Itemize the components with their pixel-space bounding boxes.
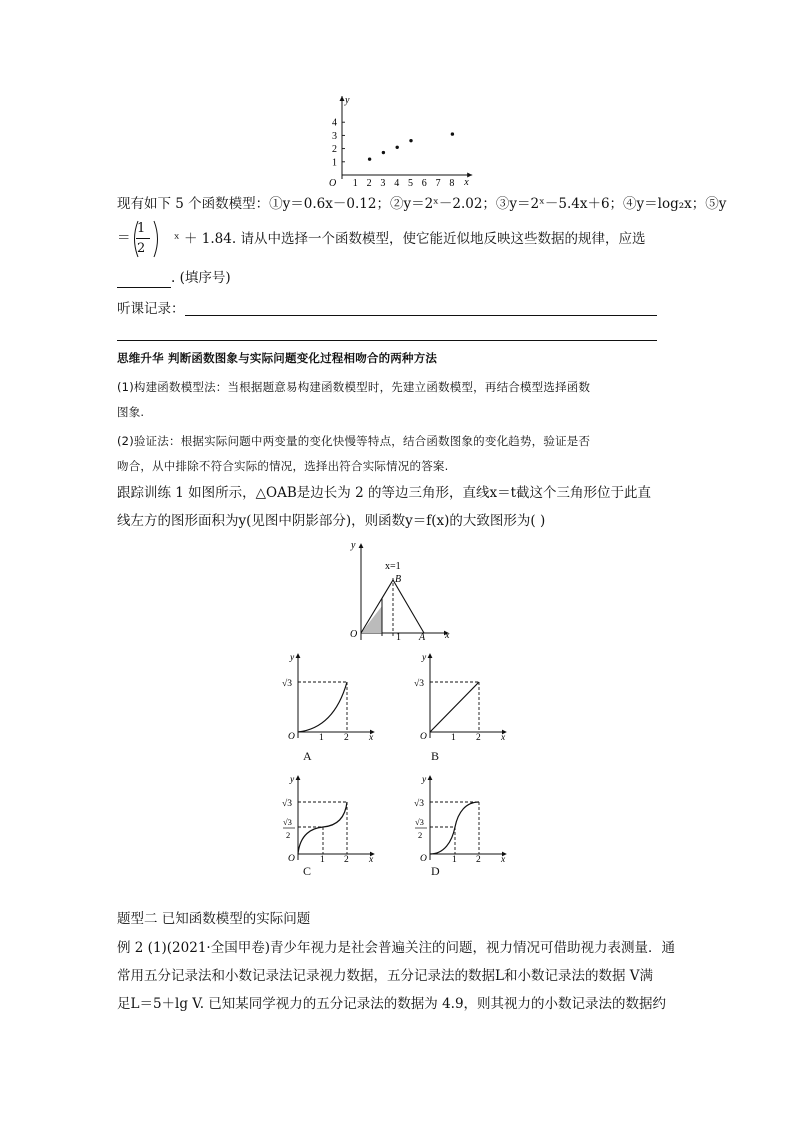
shaded-region bbox=[361, 606, 382, 633]
option-graph-d bbox=[414, 772, 514, 865]
curve-a bbox=[298, 682, 347, 732]
svg-text:y: y bbox=[290, 775, 295, 785]
scatter-y-tick: 3 bbox=[332, 130, 337, 142]
scatter-x-tick: 4 bbox=[394, 178, 400, 189]
option-graph-c bbox=[282, 772, 382, 865]
method-p1-b: 图象. bbox=[117, 405, 145, 419]
scatter-x-tick: 7 bbox=[435, 178, 441, 189]
svg-text:√3: √3 bbox=[283, 817, 292, 827]
label-x: x bbox=[445, 630, 450, 641]
method-p1-a: (1)构建函数模型法：当根据题意易构建函数模型时，先建立函数模型，再结合模型选择函数 bbox=[117, 380, 591, 394]
label-x1: x=1 bbox=[385, 561, 401, 572]
svg-text:O: O bbox=[420, 854, 427, 864]
answer-fill-suffix: . (填序号) bbox=[171, 270, 231, 286]
svg-text:y: y bbox=[290, 653, 295, 663]
triangle-figure bbox=[336, 536, 460, 644]
curve-c bbox=[298, 802, 347, 854]
scatter-point bbox=[396, 146, 399, 149]
svg-text:√3: √3 bbox=[415, 817, 424, 827]
svg-text:2: 2 bbox=[418, 830, 423, 840]
option-label-d[interactable]: D bbox=[431, 864, 440, 878]
svg-text:2: 2 bbox=[344, 733, 349, 743]
method-title: 思维升华 判断函数图象与实际问题变化过程相吻合的两种方法 bbox=[117, 351, 438, 365]
scatter-point bbox=[368, 157, 371, 160]
svg-text:O: O bbox=[420, 732, 427, 742]
models-line-2 bbox=[117, 228, 131, 248]
scatter-y-tick: 2 bbox=[332, 144, 337, 156]
answer-blank[interactable] bbox=[117, 271, 171, 288]
option-label-a[interactable]: A bbox=[303, 749, 312, 763]
method-p2-b: 吻合，从中排除不符合实际的情况，选择出符合实际情况的答案. bbox=[117, 459, 449, 473]
svg-text:1: 1 bbox=[451, 733, 456, 743]
svg-text:1: 1 bbox=[452, 855, 457, 865]
scatter-axes bbox=[329, 95, 472, 189]
label-A: A bbox=[419, 632, 426, 643]
scatter-origin: O bbox=[329, 178, 337, 189]
curve-d bbox=[430, 802, 479, 854]
notes-line-1[interactable] bbox=[185, 315, 657, 316]
exercise-line-1: 跟踪训练 1 如图所示，△OAB是边长为 2 的等边三角形，直线x＝t截这个三角形位于此直 bbox=[117, 485, 652, 501]
scatter-point bbox=[382, 151, 385, 154]
scatter-ylabel: y bbox=[345, 95, 350, 106]
frac-numerator: 1 bbox=[137, 221, 146, 236]
svg-text:1: 1 bbox=[319, 733, 324, 743]
svg-text:2: 2 bbox=[476, 855, 481, 865]
scatter-y-tick: 4 bbox=[332, 117, 337, 129]
ymark-d: √3 bbox=[414, 799, 424, 809]
notes-line-2[interactable] bbox=[117, 340, 657, 341]
notes-label: 听课记录： bbox=[117, 301, 185, 317]
scatter-points bbox=[368, 132, 454, 160]
scatter-point bbox=[409, 139, 412, 142]
ymark-a: √3 bbox=[282, 679, 292, 689]
svg-text:x: x bbox=[501, 733, 506, 743]
label-y: y bbox=[351, 540, 356, 551]
scatter-y-tick: 1 bbox=[332, 157, 337, 169]
curve-b bbox=[430, 682, 479, 732]
label-one: 1 bbox=[396, 632, 401, 643]
ymark-b: √3 bbox=[414, 679, 424, 689]
scatter-y-arrow bbox=[340, 96, 345, 101]
section2-line-2: 常用五分记录法和小数记录法记录视力数据，五分记录法的数据L和小数记录法的数据 V满 bbox=[117, 968, 654, 984]
frac-denominator: 2 bbox=[137, 241, 146, 256]
section2-line-3: 足L＝5＋lg V. 已知某同学视力的五分记录法的数据为 4.9，则其视力的小数记录法的数据约 bbox=[117, 996, 667, 1012]
scatter-point bbox=[451, 132, 454, 135]
scatter-x-tick: 1 bbox=[352, 178, 358, 189]
equals-sign: ＝ bbox=[117, 230, 131, 246]
option-label-c[interactable]: C bbox=[303, 864, 312, 878]
ymark-c: √3 bbox=[282, 799, 292, 809]
scatter-x-tick: 6 bbox=[421, 178, 427, 189]
label-O: O bbox=[350, 629, 358, 640]
svg-text:y: y bbox=[422, 775, 427, 785]
svg-text:1: 1 bbox=[320, 855, 325, 865]
svg-text:x: x bbox=[369, 855, 374, 865]
scatter-chart bbox=[318, 94, 468, 190]
scatter-x-tick: 5 bbox=[408, 178, 413, 189]
section2-line-1: 例 2 (1)(2021·全国甲卷)青少年视力是社会普遍关注的问题，视力情况可借助视力表测量．通 bbox=[117, 940, 675, 956]
scatter-x-tick: 2 bbox=[366, 178, 372, 189]
svg-text:2: 2 bbox=[476, 733, 481, 743]
section2-title: 题型二 已知函数模型的实际问题 bbox=[117, 911, 311, 927]
option-graph-b bbox=[414, 650, 514, 743]
option-label-b[interactable]: B bbox=[431, 749, 440, 763]
option-graph-a bbox=[282, 650, 382, 743]
svg-text:x: x bbox=[501, 855, 506, 865]
svg-text:y: y bbox=[422, 653, 427, 663]
svg-text:O: O bbox=[288, 854, 295, 864]
models-line-2-rest: ˣ ＋ 1.84. 请从中选择一个函数模型，使它能近似地反映这些数据的规律，应选 bbox=[174, 231, 646, 247]
exercise-line-2: 线左方的图形面积为y(见图中阴影部分)，则函数y＝f(x)的大致图形为( ) bbox=[117, 513, 546, 529]
scatter-x-tick: 3 bbox=[380, 178, 386, 189]
models-line-1: 现有如下 5 个函数模型：①y＝0.6x－0.12；②y＝2ˣ－2.02；③y＝2ˣ－5.4x＋6；④y＝log₂x；⑤y bbox=[117, 196, 727, 212]
label-B: B bbox=[395, 574, 402, 585]
svg-text:x: x bbox=[369, 733, 374, 743]
svg-text:O: O bbox=[288, 732, 295, 742]
scatter-xlabel: x bbox=[464, 177, 469, 188]
method-p2-a: (2)验证法：根据实际问题中两变量的变化快慢等特点，结合函数图象的变化趋势，验证是否 bbox=[117, 434, 591, 448]
scatter-x-tick: 8 bbox=[449, 178, 455, 189]
answer-fill-line bbox=[117, 268, 231, 288]
svg-text:2: 2 bbox=[286, 830, 291, 840]
svg-text:2: 2 bbox=[344, 855, 349, 865]
